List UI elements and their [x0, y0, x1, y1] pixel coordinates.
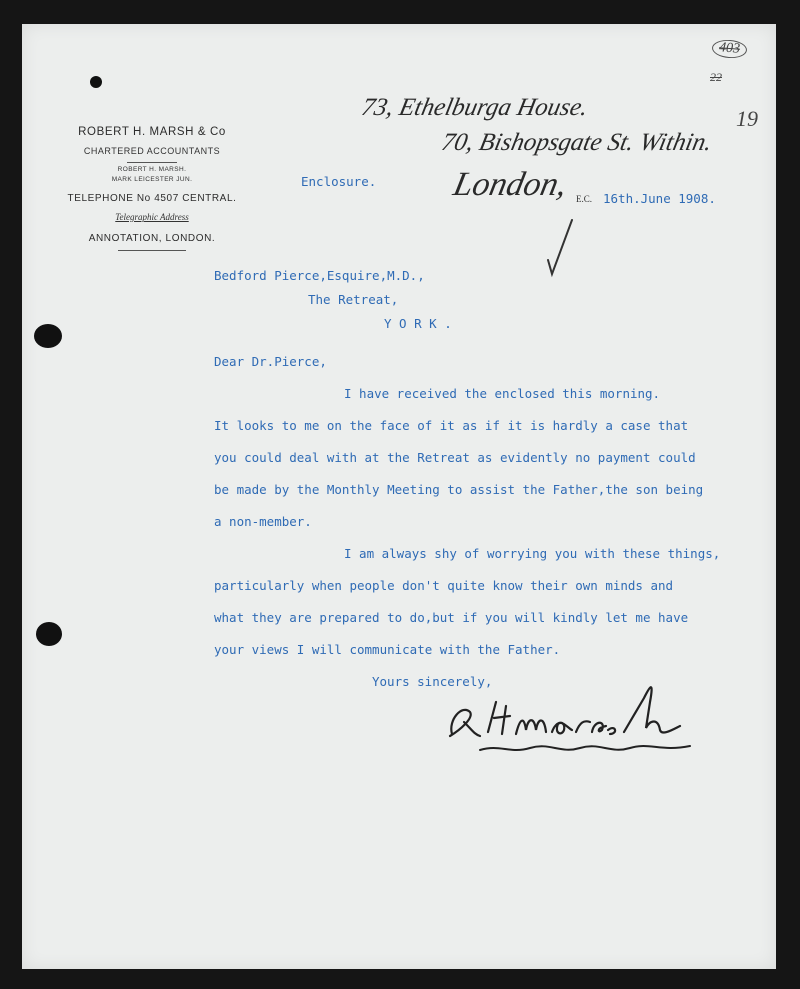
- address-postal: E.C.: [576, 194, 593, 204]
- body-line: I am always shy of worrying you with these things,: [344, 546, 721, 561]
- archive-ref2-annotation: 22: [710, 70, 722, 84]
- firm-name: ROBERT H. MARSH & Co: [78, 126, 226, 138]
- body-line: be made by the Monthly Meeting to assist the Father,the son being: [214, 482, 704, 497]
- recipient-city: Y O R K .: [384, 316, 452, 331]
- body-line: you could deal with at the Retreat as evidently no payment could: [214, 450, 696, 465]
- address-line-1: 73, Ethelburga House.: [359, 94, 591, 121]
- body-line: what they are prepared to do,but if you will kindly let me have: [214, 610, 689, 625]
- pencil-tick-mark: [538, 216, 578, 286]
- letter-page: [22, 24, 776, 969]
- recipient-institution: The Retreat,: [308, 292, 399, 307]
- telegraphic-address: ANNOTATION, LONDON.: [88, 233, 216, 244]
- body-line: a non-member.: [214, 514, 312, 529]
- address-city: London,: [450, 166, 571, 203]
- telegraphic-label: Telegraphic Address: [115, 212, 189, 222]
- body-line: particularly when people don't quite know their own minds and: [214, 578, 674, 593]
- telephone-number: TELEPHONE No 4507 CENTRAL.: [67, 193, 237, 204]
- letter-date: 16th.June 1908.: [603, 191, 716, 206]
- body-line: I have received the enclosed this morning.: [344, 386, 661, 401]
- punch-hole: [90, 76, 102, 88]
- closing: Yours sincerely,: [372, 674, 493, 689]
- punch-hole: [34, 324, 62, 348]
- body-line: your views I will communicate with the Father.: [214, 642, 561, 657]
- address-line-2: 70, Bishopsgate St. Within.: [439, 129, 715, 156]
- recipient-name: Bedford Pierce,Esquire,M.D.,: [214, 268, 425, 283]
- firm-profession: CHARTERED ACCOUNTANTS: [83, 146, 221, 156]
- partner-name: ROBERT H. MARSH.: [117, 166, 187, 173]
- letterhead-rule: [127, 162, 177, 163]
- page-number-annotation: 19: [736, 106, 758, 131]
- handwritten-signature: [440, 672, 740, 757]
- partner-name: MARK LEICESTER JUN.: [111, 176, 193, 183]
- body-line: It looks to me on the face of it as if it is hardly a case that: [214, 418, 689, 433]
- letterhead-rule: [118, 250, 186, 251]
- punch-hole: [36, 622, 62, 646]
- enclosure-note: Enclosure.: [301, 174, 377, 189]
- archive-ref-annotation: 403: [711, 39, 747, 59]
- salutation: Dear Dr.Pierce,: [214, 354, 327, 369]
